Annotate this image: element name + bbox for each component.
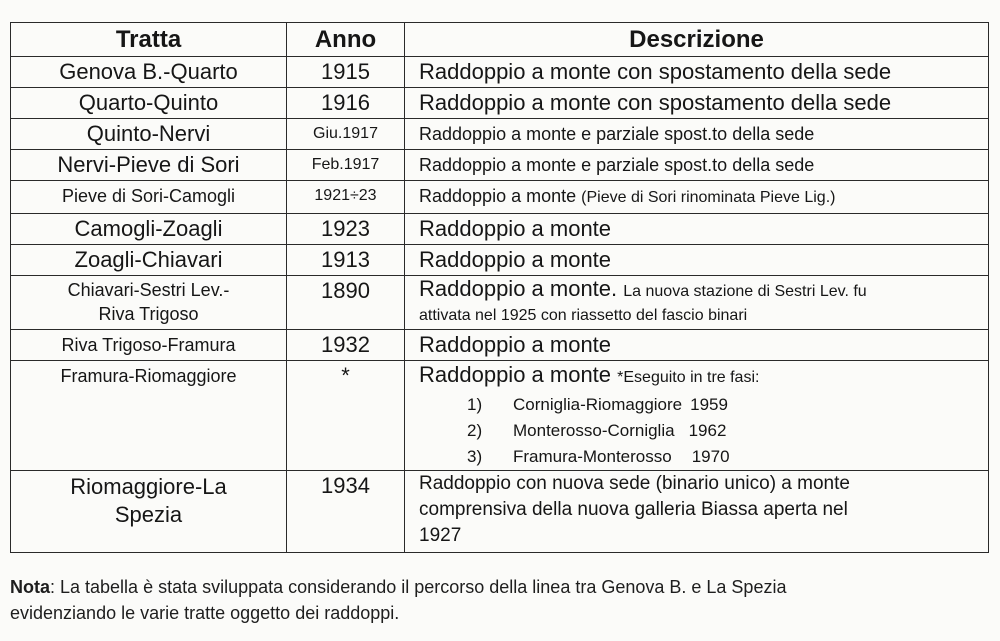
nota-paragraph (10, 574, 995, 626)
fase-year: 1962 (688, 421, 727, 440)
nota-label: Nota (10, 577, 50, 597)
descrizione-cell (405, 276, 989, 330)
descrizione-note: *Eseguito in tre fasi: (617, 369, 760, 386)
anno-cell: 1923 (287, 214, 405, 245)
fase-year: 1959 (690, 395, 728, 414)
list-item (467, 392, 978, 418)
anno-cell: 1916 (287, 88, 405, 119)
fase-year: 1970 (691, 447, 730, 466)
tratta-cell: Riva Trigoso-Framura (11, 330, 287, 361)
descrizione-cell (405, 361, 989, 471)
tratta-cell: Quinto-Nervi (11, 119, 287, 150)
anno-cell: * (287, 361, 405, 471)
descrizione-cell: Raddoppio a monte con spostamento della sede (405, 57, 989, 88)
descrizione-cell: Raddoppio a monte (405, 214, 989, 245)
table-header-row (11, 23, 989, 57)
raddoppi-table (10, 22, 989, 553)
fase-name: Monterosso-Corniglia (513, 421, 675, 440)
fase-number: 2) (467, 421, 483, 440)
anno-cell: Giu.1917 (287, 119, 405, 150)
descrizione-cell: Raddoppio a monte (405, 330, 989, 361)
tratta-cell: Genova B.-Quarto (11, 57, 287, 88)
descrizione-note: attivata nel 1925 con riassetto del fascio binari (419, 307, 748, 324)
tratta-line: Riomaggiore-La (70, 474, 227, 499)
anno-cell: 1932 (287, 330, 405, 361)
table-row (11, 181, 989, 214)
anno-cell: 1890 (287, 276, 405, 330)
table-row (11, 57, 989, 88)
tratta-line: Chiavari-Sestri Lev.- (67, 280, 230, 300)
anno-cell: 1921÷23 (287, 181, 405, 214)
descrizione-line: comprensiva della nuova galleria Biassa aperta nel (419, 499, 848, 520)
descrizione-note: (Pieve di Sori rinominata Pieve Lig.) (581, 189, 836, 206)
tratta-cell (11, 471, 287, 553)
descrizione-text: Raddoppio a monte (419, 186, 577, 206)
fase-name: Corniglia-Riomaggiore (513, 395, 683, 414)
table-row (11, 471, 989, 553)
descrizione-note: La nuova stazione di Sestri Lev. fu (623, 283, 867, 300)
table-row (11, 276, 989, 330)
table-row (11, 361, 989, 471)
tratta-cell: Nervi-Pieve di Sori (11, 150, 287, 181)
fase-name: Framura-Monterosso (513, 447, 672, 466)
anno-cell: 1915 (287, 57, 405, 88)
descrizione-cell: Raddoppio a monte con spostamento della sede (405, 88, 989, 119)
tratta-line: Riva Trigoso (98, 304, 199, 324)
anno-cell: 1934 (287, 471, 405, 553)
nota-line: evidenziando le varie tratte oggetto dei raddoppi. (10, 603, 400, 623)
tratta-cell: Zoagli-Chiavari (11, 245, 287, 276)
tratta-cell (11, 276, 287, 330)
tratta-cell: Framura-Riomaggiore (11, 361, 287, 471)
nota-line (10, 574, 995, 600)
header-anno: Anno (287, 23, 405, 57)
table-row (11, 150, 989, 181)
tratta-cell: Pieve di Sori-Camogli (11, 181, 287, 214)
header-descrizione: Descrizione (405, 23, 989, 57)
descrizione-cell (405, 181, 989, 214)
descrizione-text: Raddoppio a monte (419, 362, 612, 387)
anno-cell: Feb.1917 (287, 150, 405, 181)
table-row (11, 119, 989, 150)
list-item (467, 418, 978, 444)
nota-text: : La tabella è stata sviluppata considerando il percorso della linea tra Genova B. e La Spezia (50, 577, 787, 597)
fasi-list (419, 392, 978, 470)
table-row (11, 88, 989, 119)
descrizione-line: Raddoppio con nuova sede (binario unico) a monte (419, 473, 850, 494)
anno-cell: 1913 (287, 245, 405, 276)
table-row (11, 330, 989, 361)
fase-number: 1) (467, 395, 483, 414)
fase-number: 3) (467, 447, 483, 466)
header-tratta: Tratta (11, 23, 287, 57)
descrizione-line: 1927 (419, 525, 462, 546)
descrizione-cell: Raddoppio a monte e parziale spost.to della sede (405, 150, 989, 181)
table-row (11, 245, 989, 276)
table-row (11, 214, 989, 245)
descrizione-text: Raddoppio a monte. (419, 276, 618, 301)
tratta-line: Spezia (114, 502, 183, 527)
descrizione-cell: Raddoppio a monte e parziale spost.to della sede (405, 119, 989, 150)
tratta-cell: Camogli-Zoagli (11, 214, 287, 245)
list-item (467, 444, 978, 470)
tratta-cell: Quarto-Quinto (11, 88, 287, 119)
descrizione-cell (405, 471, 989, 553)
raddoppi-table-container (10, 22, 988, 553)
descrizione-cell: Raddoppio a monte (405, 245, 989, 276)
